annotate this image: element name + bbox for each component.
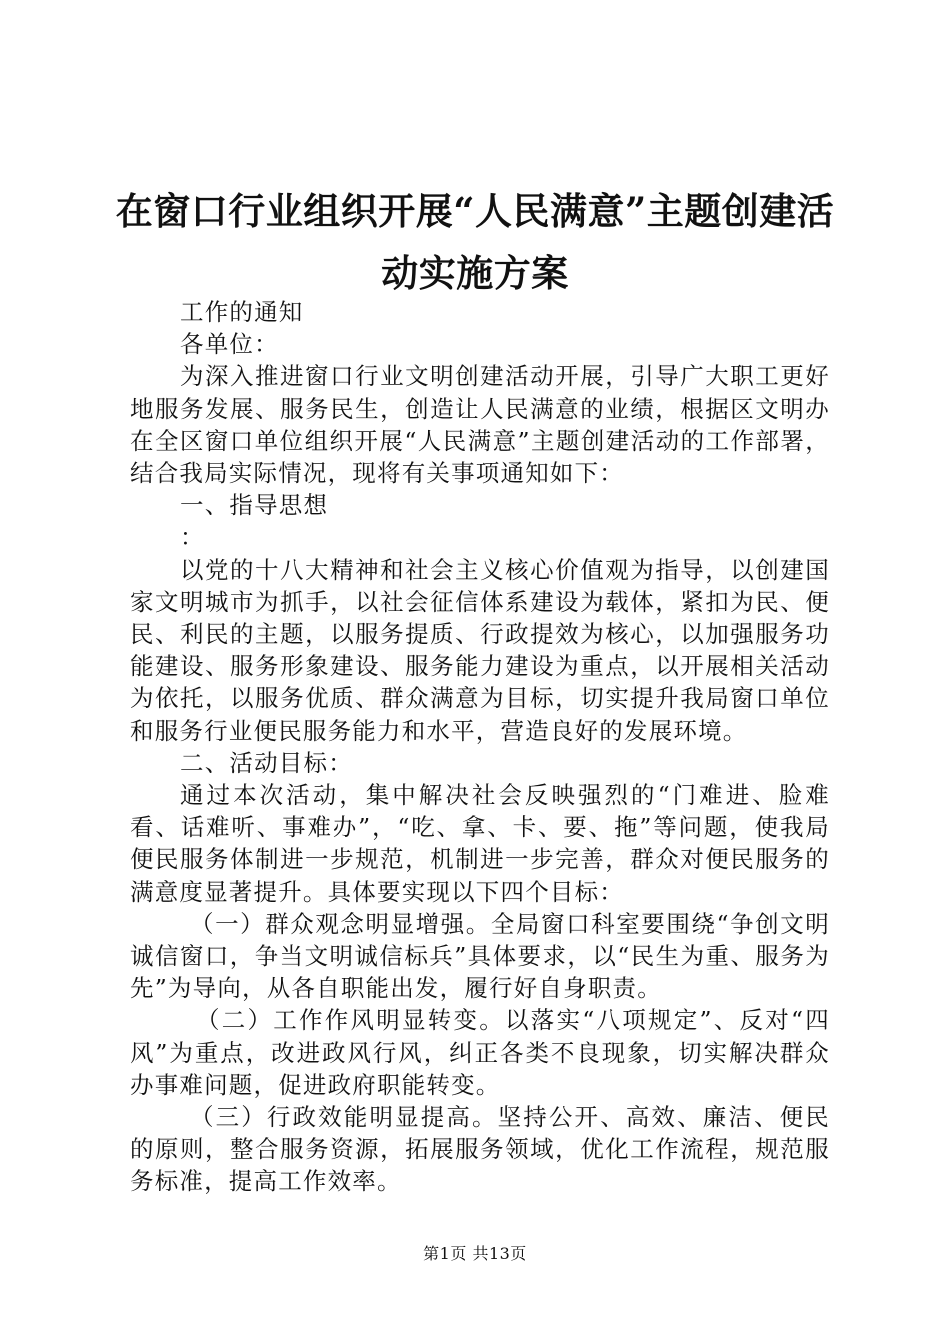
goal-item-3: （三）行政效能明显提高。坚持公开、高效、廉洁、便民的原则，整合服务资源，拓展服务领域，优化工作流程，规范服务标准，提高工作效率。	[130, 1103, 830, 1196]
page-footer: 第1页 共13页	[423, 1244, 527, 1263]
goal-item-2: （二）工作作风明显转变。以落实“八项规定”、反对“四风”为重点，改进政风行风，纠正各类不良现象，切实解决群众办事难问题，促进政府职能转变。	[130, 1006, 830, 1099]
colon-line: ：	[180, 523, 205, 552]
guiding-thought-paragraph: 以党的十八大精神和社会主义核心价值观为指导，以创建国家文明城市为抓手，以社会征信体系建设为载体，紧扣为民、便民、利民的主题，以服务提质、行政提效为核心，以加强服务功能建设、服务形象建设、服务能力建设为重点，以开展相关活动为依托，以服务优质、群众满意为目标，切实提升我局窗口单位和服务行业便民服务能力和水平，营造良好的发展环境。	[130, 555, 830, 745]
section-heading-activity-goals: 二、活动目标：	[180, 748, 353, 777]
document-body	[130, 296, 830, 1198]
document-title: 在窗口行业组织开展“人民满意”主题创建活动实施方案	[115, 189, 835, 295]
activity-goals-paragraph: 通过本次活动，集中解决社会反映强烈的“门难进、脸难看、话难听、事难办”，“吃、拿、卡、要、拖”等问题，使我局便民服务体制进一步规范，机制进一步完善，群众对便民服务的满意度显著提升。具体要实现以下四个目标：	[130, 781, 830, 906]
notice-line: 工作的通知	[180, 298, 304, 326]
section-heading-guiding-thought: 一、指导思想	[180, 491, 329, 520]
salutation: 各单位：	[180, 330, 279, 359]
intro-paragraph: 为深入推进窗口行业文明创建活动开展，引导广大职工更好地服务发展、服务民生，创造让人民满意的业绩，根据区文明办在全区窗口单位组织开展“人民满意”主题创建活动的工作部署，结合我局实际情况，现将有关事项通知如下：	[130, 362, 830, 488]
goal-item-1: （一）群众观念明显增强。全局窗口科室要围绕“争创文明诚信窗口，争当文明诚信标兵”具体要求，以“民生为重、服务为先”为导向，从各自职能出发，履行好自身职责。	[130, 909, 830, 1003]
